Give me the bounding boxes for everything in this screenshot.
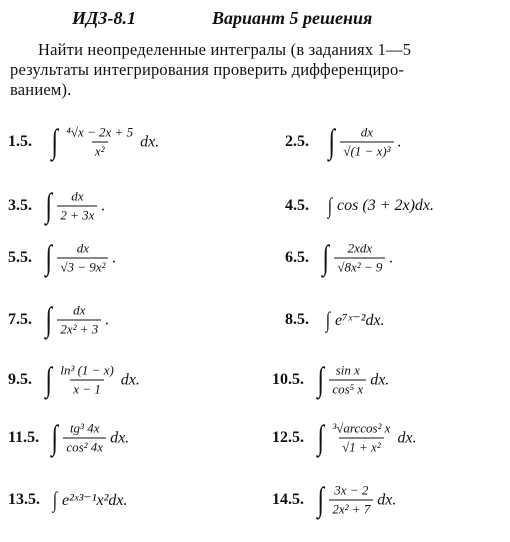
task-number: 1.5. [8,133,32,150]
integral-sign: ∫ [317,419,324,456]
task-11-5 [8,414,258,462]
integral-sign: ∫ [317,361,324,398]
task-expression [327,125,402,160]
fraction [57,303,101,338]
fraction [63,421,106,456]
task-8-5 [285,296,500,344]
fraction [57,363,116,398]
task-expression [44,303,109,338]
task-number: 11.5. [8,429,40,446]
numerator: dx [76,240,89,256]
differential: dx. [110,429,130,446]
task-5-5 [8,234,258,282]
integral-sign: ∫ [45,187,52,224]
task-7-5 [8,296,258,344]
task-number: 4.5. [285,197,309,214]
integral-sign: ∫ [52,487,58,512]
fraction [63,125,136,160]
numerator: 2xdx [347,240,373,256]
numerator: ln³ (1 − x) [60,362,114,378]
task-number: 10.5. [272,371,304,388]
task-expression [44,189,105,224]
integrand: e⁷ˣ⁻²dx. [335,312,385,329]
assignment-id: ИДЗ-8.1 [72,8,136,28]
task-number: 5.5. [8,249,32,266]
task-number: 8.5. [285,311,309,328]
differential: dx. [120,371,140,388]
denominator: √8x² − 9 [334,258,385,276]
task-4-5 [285,182,500,230]
task-number: 12.5. [272,429,304,446]
denominator: cos⁵ x [329,380,366,398]
integral-sign: ∫ [328,123,335,160]
fraction [340,125,393,160]
numerator: tg³ 4x [69,420,100,436]
task-number: 9.5. [8,371,32,388]
integral-sign: ∫ [45,239,52,276]
task-number: 14.5. [272,491,304,508]
task-number: 3.5. [8,197,32,214]
fraction [57,241,108,276]
integral-sign: ∫ [322,239,329,276]
integral-sign: ∫ [317,481,324,518]
denominator: x² [92,142,108,160]
task-expression [44,363,140,398]
variant-title: Вариант 5 решения [212,8,373,28]
denominator: √3 − 9x² [57,258,108,276]
instructions-line-2: результаты интегрирования проверить дифференциро- [10,60,405,79]
task-expression [52,489,127,511]
task-expression [316,421,417,456]
denominator: x − 1 [70,380,104,398]
numerator: dx [360,124,374,140]
task-1-5 [8,118,258,166]
task-expression [50,421,129,456]
differential: . [105,311,110,328]
denominator: 2x² + 7 [329,500,373,518]
integral-sign: ∫ [45,301,52,338]
task-expression [327,195,434,217]
fraction [334,241,385,276]
differential: dx. [377,491,397,508]
integral-sign: ∫ [327,193,333,218]
task-14-5 [272,476,500,524]
task-expression [321,241,393,276]
instructions [10,40,495,100]
denominator: 2x² + 3 [57,320,101,338]
task-number: 6.5. [285,249,309,266]
differential: . [389,249,394,266]
fraction [329,421,393,456]
integral-sign: ∫ [51,419,58,456]
fraction [57,189,97,224]
differential: . [101,197,106,214]
fraction [329,483,373,518]
task-expression [44,241,116,276]
task-expression [316,363,389,398]
numerator: ⁴√x − 2x + 5 [66,124,134,140]
differential: . [397,133,402,150]
task-3-5 [8,182,258,230]
task-6-5 [285,234,500,282]
task-10-5 [272,356,500,404]
denominator: cos² 4x [63,438,106,456]
numerator: dx [71,188,84,204]
differential: dx. [140,133,160,150]
task-number: 2.5. [285,133,309,150]
task-expression [316,483,396,518]
task-number: 7.5. [8,311,32,328]
integral-sign: ∫ [325,307,331,332]
numerator: 3x − 2 [334,482,369,498]
instructions-line-1: Найти неопределенные интегралы (в заданиях 1—5 [38,40,412,59]
task-9-5 [8,356,258,404]
task-12-5 [272,414,500,462]
integral-sign: ∫ [45,361,52,398]
integral-sign: ∫ [51,123,58,160]
fraction [329,363,366,398]
task-number: 13.5. [8,491,40,508]
numerator: dx [73,302,86,318]
integrand: e²ˣ³⁻¹x²dx. [62,492,128,509]
task-expression [50,125,159,160]
denominator: √(1 − x)³ [340,142,393,160]
differential: dx. [397,429,417,446]
numerator: sin x [335,362,360,378]
denominator: √1 + x² [339,438,384,456]
task-13-5 [8,476,258,524]
instructions-line-3: ванием). [10,80,72,99]
task-2-5 [285,118,500,166]
task-expression [325,309,385,331]
differential: dx. [370,371,390,388]
numerator: ³√arccos² x [332,420,391,436]
differential: . [112,249,117,266]
integrand: cos (3 + 2x)dx. [337,197,435,214]
denominator: 2 + 3x [57,206,97,224]
